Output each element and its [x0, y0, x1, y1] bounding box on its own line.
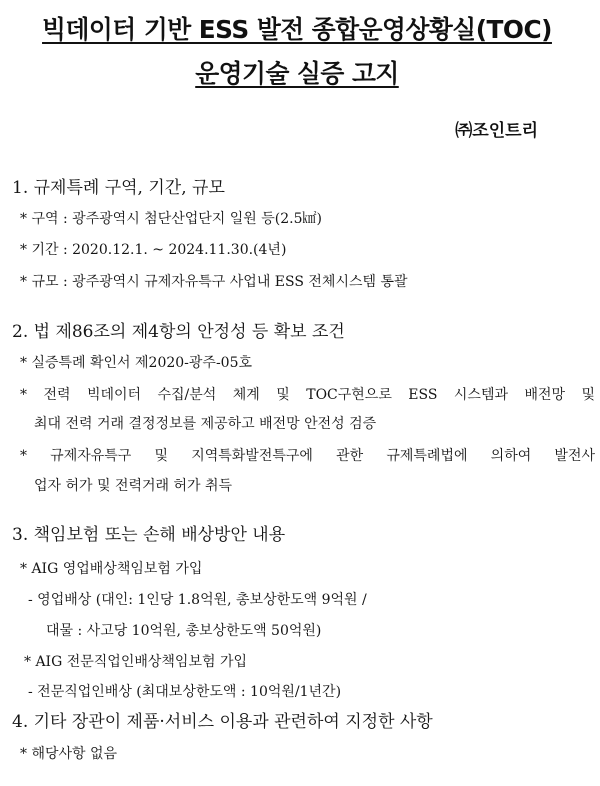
section-2-item-regulation-cont: 업자 허가 및 전력거래 허가 취득: [34, 478, 233, 494]
section-1-item-scale: * 규모 : 광주광역시 규제자유특구 사업내 ESS 전체시스템 통괄: [20, 274, 408, 290]
section-4-item-none: * 해당사항 없음: [20, 746, 118, 762]
section-4-heading: 4. 기타 장관이 제품·서비스 이용과 관련하여 지정한 사항: [12, 712, 433, 732]
section-3-heading: 3. 책임보험 또는 손해 배상방안 내용: [12, 525, 286, 545]
section-1-item-period: * 기간 : 2020.12.1. ~ 2024.11.30.(4년): [20, 242, 287, 258]
document-title-line-2: [0, 58, 594, 90]
section-3-item-professional-liability: - 전문직업인배상 (최대보상한도액 : 10억원/1년간): [28, 684, 342, 700]
section-2-item-bigdata-cont: 최대 전력 거래 결정정보를 제공하고 배전망 안전성 검증: [34, 416, 377, 432]
section-3-item-business-liability: - 영업배상 (대인: 1인당 1.8억원, 총보상한도액 9억원 /: [28, 592, 367, 608]
section-3-item-aig-professional: * AIG 전문직업인배상책임보험 가입: [24, 654, 247, 670]
company-name: ㈜조인트리: [455, 121, 538, 141]
section-3-item-business-liability-cont: 대물 : 사고당 10억원, 총보상한도액 50억원): [46, 623, 322, 639]
section-1-heading: 1. 규제특례 구역, 기간, 규모: [12, 178, 225, 198]
section-1-item-area: * 구역 : 광주광역시 첨단산업단지 일원 등(2.5㎢): [20, 211, 322, 227]
section-2-item-regulation: * 규제자유특구 및 지역특화발전특구에 관한 규제특례법에 의하여 발전사: [20, 448, 595, 464]
document-title-line-2-text: 운영기술 실증 고지: [195, 59, 399, 88]
document-title-line-1-text: 빅데이터 기반 ESS 발전 종합운영상황실(TOC): [42, 15, 552, 44]
section-3-item-aig-business: * AIG 영업배상책임보험 가입: [20, 561, 203, 577]
section-2-item-certificate: * 실증특례 확인서 제2020-광주-05호: [20, 355, 253, 371]
section-2-item-bigdata: * 전력 빅데이터 수집/분석 체계 및 TOC구현으로 ESS 시스템과 배전망 및: [20, 387, 595, 403]
document-title-line-1: [0, 14, 594, 46]
section-2-heading: 2. 법 제86조의 제4항의 안정성 등 확보 조건: [12, 322, 345, 342]
